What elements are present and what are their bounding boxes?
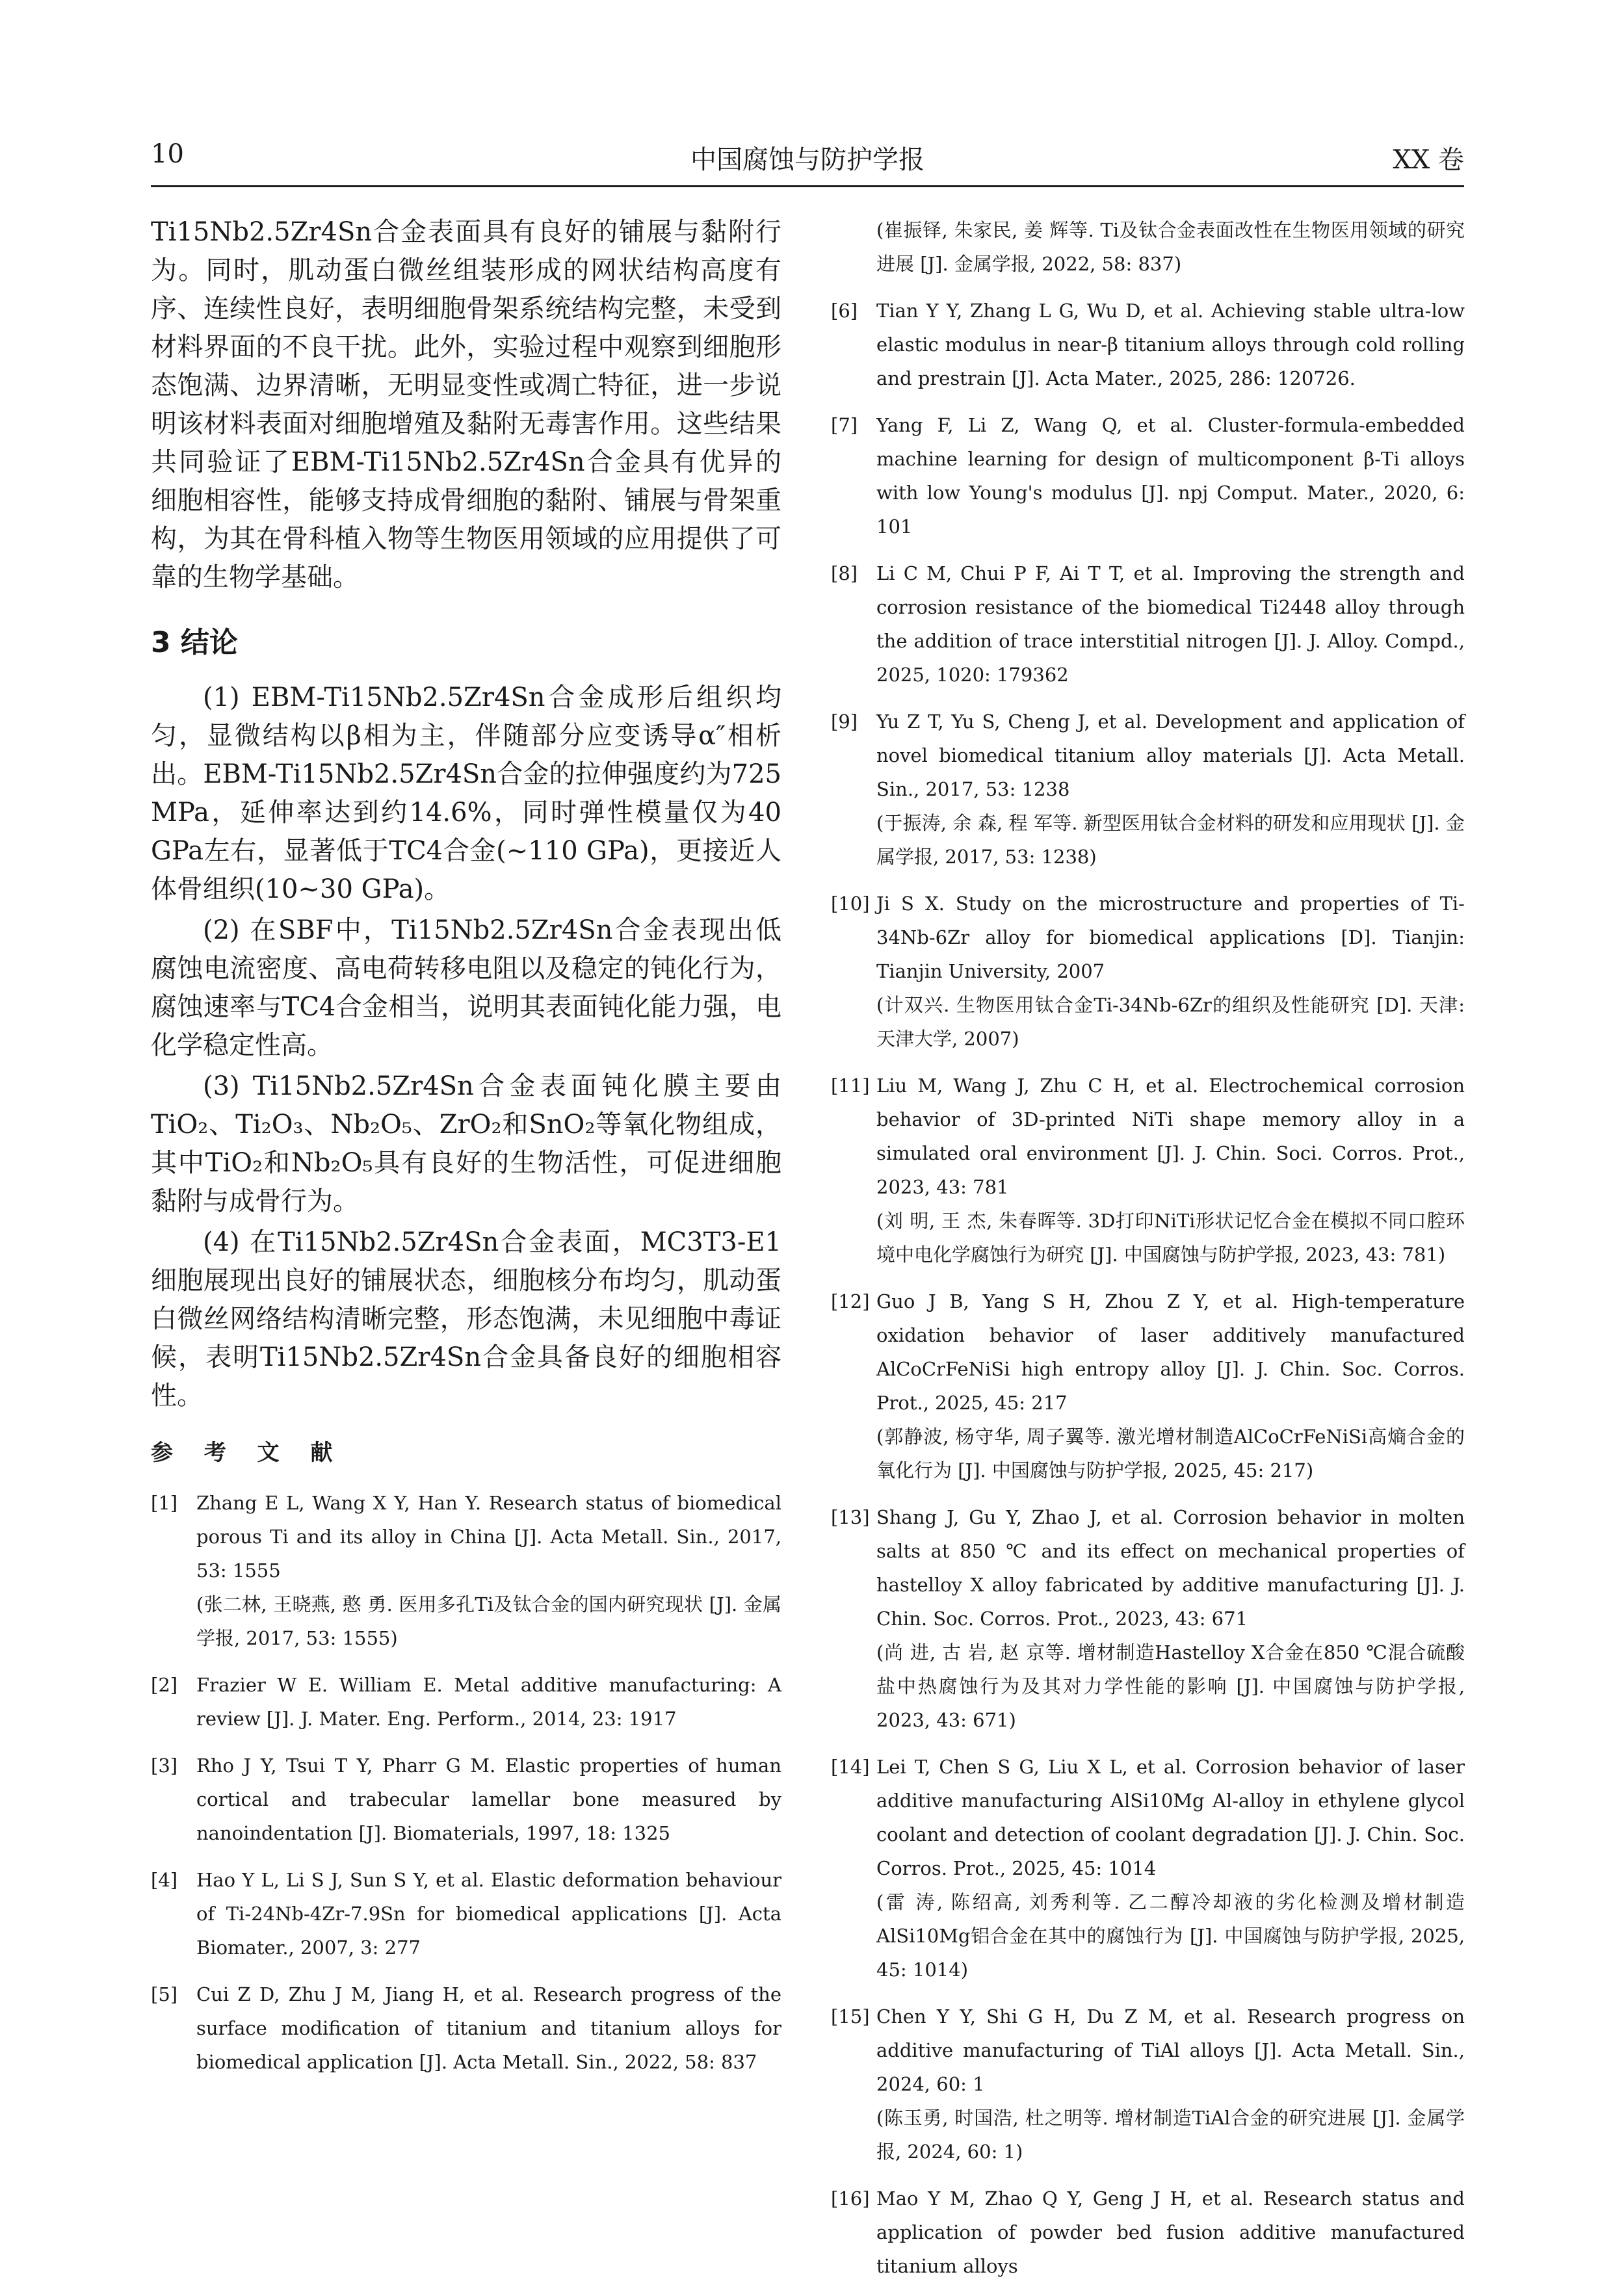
reference-text-zh: (雷 涛, 陈绍高, 刘秀利等. 乙二醇冷却液的劣化检测及增材制造AlSi10Mg铝合金在其中的腐蚀行为 [J]. 中国腐蚀与防护学报, 2025, 45: 1014) (876, 1891, 1465, 1981)
volume-label: XX 卷 (1393, 145, 1464, 175)
reference-text: Yang F, Li Z, Wang Q, et al. Cluster-formula-embedded machine learning for design of multicomponent β-Ti alloys with low Young's modulus [J]. npj Comput. Mater., 2020, 6: 101 (876, 414, 1465, 538)
reference-text-zh: (张二林, 王晓燕, 憨 勇. 医用多孔Ti及钛合金的国内研究现状 [J]. 金属学报, 2017, 53: 1555) (196, 1593, 781, 1649)
reference-text: Mao Y M, Zhao Q Y, Geng J H, et al. Research status and application of powder bed fusion additive manufactured titanium alloys (876, 2187, 1465, 2277)
reference-number: [3] (151, 1755, 178, 1777)
reference-text: Li C M, Chui P F, Ai T T, et al. Improving the strength and corrosion resistance of the biomedical Ti2448 alloy through the addition of trace interstitial nitrogen [J]. J. Alloy. Compd., 2025, 1020: 179362 (876, 562, 1465, 686)
reference-number: [15] (831, 2005, 870, 2028)
reference-item (151, 1486, 781, 1655)
page-number: 10 (151, 139, 184, 169)
references-title: 参 考 文 献 (151, 1440, 345, 1466)
reference-item (151, 1668, 781, 1736)
reference-text: Frazier W E. William E. Metal additive manufacturing: A review [J]. J. Mater. Eng. Perform., 2014, 23: 1917 (196, 1674, 781, 1730)
reference-item (151, 1863, 781, 1964)
reference-number: [7] (831, 414, 858, 436)
reference-item (831, 887, 1465, 1056)
intro-paragraph: Ti15Nb2.5Zr4Sn合金表面具有良好的铺展与黏附行为。同时，肌动蛋白微丝组装形成的网状结构高度有序、连续性良好，表明细胞骨架系统结构完整，未受到材料界面的不良干扰。此外，实验过程中观察到细胞形态饱满、边界清晰，无明显变性或凋亡特征，进一步说明该材料表面对细胞增殖及黏附无毒害作用。这些结果共同验证了EBM-Ti15Nb2.5Zr4Sn合金具有优异的细胞相容性，能够支持成骨细胞的黏附、铺展与骨架重构，为其在骨科植入物等生物医用领域的应用提供了可靠的生物学基础。 (151, 217, 781, 592)
reference-item (831, 294, 1465, 395)
reference-item (831, 1285, 1465, 1487)
conclusion-item: (4) 在Ti15Nb2.5Zr4Sn合金表面，MC3T3-E1细胞展现出良好的铺展状态，细胞核分布均匀，肌动蛋白微丝网络结构清晰完整，形态饱满，未见细胞中毒证候，表明Ti15Nb2.5Zr4Sn合金具备良好的细胞相容性。 (151, 1227, 781, 1411)
reference-text: Guo J B, Yang S H, Zhou Z Y, et al. High-temperature oxidation behavior of laser additively manufactured AlCoCrFeNiSi high entropy alloy [J]. J. Chin. Soc. Corros. Prot., 2025, 45: 217 (876, 1290, 1465, 1414)
reference-item (831, 1069, 1465, 1272)
reference-number: [10] (831, 893, 870, 915)
reference-number: [1] (151, 1492, 178, 1514)
reference-number: [4] (151, 1869, 178, 1891)
reference-number: [8] (831, 562, 858, 584)
reference-text: Tian Y Y, Zhang L G, Wu D, et al. Achieving stable ultra-low elastic modulus in near-β titanium alloys through cold rolling and prestrain [J]. Acta Mater., 2025, 286: 120726. (876, 300, 1465, 389)
reference-number: [6] (831, 300, 858, 322)
reference-continued-zh: (崔振铎, 朱家民, 姜 辉等. Ti及钛合金表面改性在生物医用领域的研究进展 [J]. 金属学报, 2022, 58: 837) (876, 219, 1465, 275)
reference-number: [11] (831, 1075, 870, 1097)
reference-text-zh: (尚 进, 古 岩, 赵 京等. 增材制造Hastelloy X合金在850 ℃混合硫酸盐中热腐蚀行为及其对力学性能的影响 [J]. 中国腐蚀与防护学报, 2023, 43: 671) (876, 1641, 1465, 1731)
reference-text-zh: (郭静波, 杨守华, 周子翼等. 激光增材制造AlCoCrFeNiSi高熵合金的氧化行为 [J]. 中国腐蚀与防护学报, 2025, 45: 217) (876, 1426, 1465, 1481)
reference-item (831, 1750, 1465, 1987)
reference-item (151, 1977, 781, 2079)
reference-text-zh: (刘 明, 王 杰, 朱春晖等. 3D打印NiTi形状记忆合金在模拟不同口腔环境中电化学腐蚀行为研究 [J]. 中国腐蚀与防护学报, 2023, 43: 781) (876, 1210, 1465, 1266)
reference-item (831, 408, 1465, 543)
reference-text-zh: (于振涛, 余 森, 程 军等. 新型医用钛合金材料的研发和应用现状 [J]. 金属学报, 2017, 53: 1238) (876, 812, 1465, 868)
left-column (151, 213, 781, 2092)
reference-number: [16] (831, 2187, 870, 2210)
reference-item (831, 2182, 1465, 2283)
reference-item (831, 556, 1465, 692)
reference-text: Lei T, Chen S G, Liu X L, et al. Corrosion behavior of laser additive manufacturing AlSi10Mg Al-alloy in ethylene glycol coolant and detection of coolant degradation [J]. J. Chin. Soc. Corros. Prot., 2025, 45: 1014 (876, 1756, 1465, 1879)
reference-item (831, 705, 1465, 874)
reference-text-zh: (计双兴. 生物医用钛合金Ti-34Nb-6Zr的组织及性能研究 [D]. 天津: 天津大学, 2007) (876, 994, 1465, 1050)
reference-item (151, 1749, 781, 1850)
right-column (831, 213, 1465, 2296)
reference-text: Rho J Y, Tsui T Y, Pharr G M. Elastic properties of human cortical and trabecular lamellar bone measured by nanoindentation [J]. Biomaterials, 1997, 18: 1325 (196, 1755, 781, 1844)
running-header (151, 127, 1464, 179)
reference-text: Hao Y L, Li S J, Sun S Y, et al. Elastic deformation behaviour of Ti-24Nb-4Zr-7.9Sn for biomedical applications [J]. Acta Biomater., 2007, 3: 277 (196, 1869, 781, 1959)
conclusion-item: (1) EBM-Ti15Nb2.5Zr4Sn合金成形后组织均匀，显微结构以β相为主，伴随部分应变诱导α″相析出。EBM-Ti15Nb2.5Zr4Sn合金的拉伸强度约为725 MPa，延伸率达到约14.6%，同时弹性模量仅为40 GPa左右，显著低于TC4合金(~110 GPa)，更接近人体骨组织(10~30 GPa)。 (151, 683, 781, 904)
reference-number: [13] (831, 1506, 870, 1528)
journal-title: 中国腐蚀与防护学报 (690, 145, 925, 175)
conclusion-item: (3) Ti15Nb2.5Zr4Sn合金表面钝化膜主要由TiO₂、Ti₂O₃、Nb₂O₅、ZrO₂和SnO₂等氧化物组成，其中TiO₂和Nb₂O₅具有良好的生物活性，可促进细胞黏附与成骨行为。 (151, 1071, 781, 1216)
reference-number: [5] (151, 1983, 178, 2005)
reference-text: Liu M, Wang J, Zhu C H, et al. Electrochemical corrosion behavior of 3D-printed NiTi shape memory alloy in a simulated oral environment [J]. J. Chin. Soci. Corros. Prot., 2023, 43: 781 (876, 1075, 1465, 1198)
reference-item (831, 1500, 1465, 1737)
reference-number: [12] (831, 1290, 870, 1312)
reference-text: Yu Z T, Yu S, Cheng J, et al. Development and application of novel biomedical titanium alloy materials [J]. Acta Metall. Sin., 2017, 53: 1238 (876, 711, 1465, 800)
section-title: 3 结论 (151, 626, 238, 659)
reference-number: [9] (831, 711, 858, 733)
conclusion-item: (2) 在SBF中，Ti15Nb2.5Zr4Sn合金表现出低腐蚀电流密度、高电荷转移电阻以及稳定的钝化行为，腐蚀速率与TC4合金相当，说明其表面钝化能力强，电化学稳定性高。 (151, 915, 781, 1060)
reference-text: Cui Z D, Zhu J M, Jiang H, et al. Research progress of the surface modification of titanium and titanium alloys for biomedical application [J]. Acta Metall. Sin., 2022, 58: 837 (196, 1983, 781, 2073)
reference-number: [14] (831, 1756, 870, 1778)
reference-text-zh: (陈玉勇, 时国浩, 杜之明等. 增材制造TiAl合金的研究进展 [J]. 金属学报, 2024, 60: 1) (876, 2107, 1465, 2163)
header-rule (151, 185, 1464, 187)
reference-text: Zhang E L, Wang X Y, Han Y. Research status of biomedical porous Ti and its alloy in China [J]. Acta Metall. Sin., 2017, 53: 1555 (196, 1492, 781, 1582)
reference-text: Ji S X. Study on the microstructure and properties of Ti-34Nb-6Zr alloy for biomedical applications [D]. Tianjin: Tianjin University, 2007 (876, 893, 1465, 982)
reference-text: Shang J, Gu Y, Zhao J, et al. Corrosion behavior in molten salts at 850 ℃ and its effect on mechanical properties of hastelloy X alloy fabricated by additive manufacturing [J]. J. Chin. Soc. Corros. Prot., 2023, 43: 671 (876, 1506, 1465, 1630)
reference-text: Chen Y Y, Shi G H, Du Z M, et al. Research progress on additive manufacturing of TiAl alloys [J]. Acta Metall. Sin., 2024, 60: 1 (876, 2005, 1465, 2095)
reference-number: [2] (151, 1674, 178, 1696)
reference-item (831, 2000, 1465, 2169)
